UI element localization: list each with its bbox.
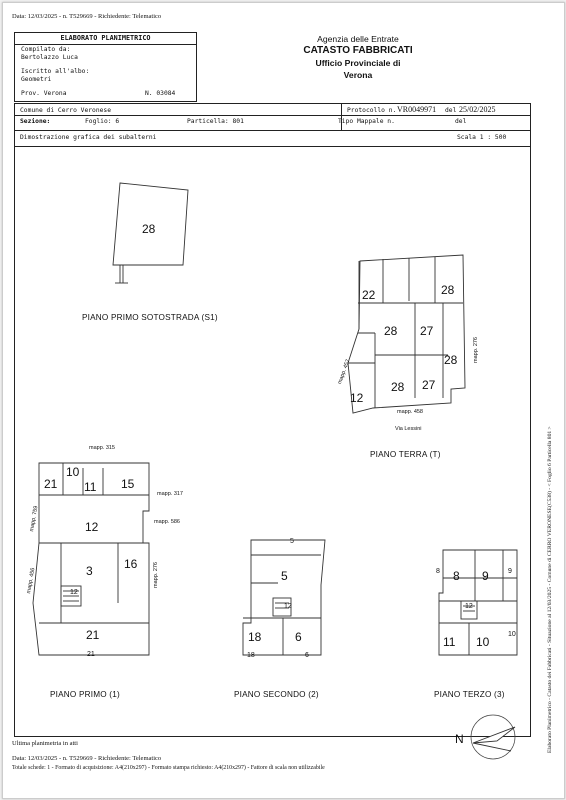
plan-terzo-label-9a: 9 xyxy=(482,569,489,583)
plan-terra-street: Via Lessini xyxy=(395,426,422,432)
plan-primo-mapp-315: mapp. 315 xyxy=(89,445,115,451)
scala: Scala 1 : 500 xyxy=(457,134,507,141)
protocollo-label: Protocollo n. xyxy=(347,107,397,114)
side-text: Elaborato Planimetrico - Catasto dei Fabbricati - Situazione al 12/03/2025 - Comune di CERRO VERONESE(C538) - < Foglio 6 Particella 801 > xyxy=(547,426,553,753)
plan-primo-caption: PIANO PRIMO (1) xyxy=(50,690,120,699)
protocollo-value: VR0049971 xyxy=(397,105,437,114)
plan-primo-label-16: 16 xyxy=(124,557,138,571)
plan-terra-caption: PIANO TERRA (T) xyxy=(370,450,441,459)
plan-secondo-label-5b: 5 xyxy=(281,569,288,583)
plan-terzo-label-8b: 8 xyxy=(453,569,460,583)
footer-ultima: Ultima planimetria in atti xyxy=(12,740,78,747)
agency-line1: Agenzia delle Entrate xyxy=(317,34,399,44)
agency-line4: Verona xyxy=(343,70,373,80)
plan-primo-label-3: 3 xyxy=(86,564,93,578)
plan-primo-mapp-759: mapp. 759 xyxy=(29,505,40,533)
iscritto-value: Geometri xyxy=(21,76,52,83)
plan-terra-mapp-276: mapp. 276 xyxy=(473,337,479,363)
footer-totale: Totale schede: 1 - Formato di acquisizione: A4(210x297) - Formato stampa richiesto: A4(210x297) - Fattore di scala non utilizzabile xyxy=(12,765,325,771)
compilato-label: Compilato da: xyxy=(21,46,71,53)
plan-secondo-label-12: 12 xyxy=(284,603,292,610)
dimostrazione: Dimostrazione grafica dei subalterni xyxy=(20,134,157,141)
plan-primo-label-15: 15 xyxy=(121,477,135,491)
plan-primo-label-11: 11 xyxy=(84,480,97,494)
plan-primo-label-21c: 21 xyxy=(87,651,95,658)
plan-terra-label-28d: 28 xyxy=(391,380,405,394)
iscritto-label: Iscritto all'albo: xyxy=(21,68,90,75)
plan-terra-mapp-458: mapp. 458 xyxy=(397,409,423,415)
plan-secondo-label-6b: 6 xyxy=(305,652,309,659)
protocollo-date: 25/02/2025 xyxy=(459,105,496,114)
plan-secondo-caption: PIANO SECONDO (2) xyxy=(234,690,319,699)
plan-terra-label-28c: 28 xyxy=(444,353,458,367)
plan-primo-label-10: 10 xyxy=(66,465,80,479)
plan-terzo-label-10a: 10 xyxy=(476,635,490,649)
tipo-mappale-label: Tipo Mappale n. xyxy=(338,118,395,125)
plan-secondo-label-18b: 18 xyxy=(247,652,255,659)
plan-primo-label-21b: 21 xyxy=(86,628,100,642)
agency-line2: CATASTO FABBRICATI xyxy=(303,45,413,56)
comune: Comune di Cerro Veronese xyxy=(20,107,111,114)
floor-plans-drawing xyxy=(3,3,564,798)
plan-terzo-label-11: 11 xyxy=(443,635,456,649)
plan-terra-label-27a: 27 xyxy=(420,324,434,338)
particella: Particella: 801 xyxy=(187,118,244,125)
foglio: Foglio: 6 xyxy=(85,118,120,125)
north-label: N xyxy=(455,732,464,746)
plan-terzo-label-12: 12 xyxy=(465,603,473,610)
plan-terzo-caption: PIANO TERZO (3) xyxy=(434,690,505,699)
header-request-info: Data: 12/03/2025 - n. T529669 - Richiedente: Telematico xyxy=(12,13,162,20)
agency-line3: Ufficio Provinciale di xyxy=(315,58,401,68)
plan-terra-label-12: 12 xyxy=(350,391,364,405)
plan-primo-label-21a: 21 xyxy=(44,477,58,491)
prov-label: Prov. Verona xyxy=(21,90,67,97)
plan-secondo-label-18a: 18 xyxy=(248,630,262,644)
elaborato-title: ELABORATO PLANIMETRICO xyxy=(60,34,151,42)
plan-primo-mapp-276: mapp. 276 xyxy=(153,562,159,588)
plan-terra-mapp-457: mapp. 457 xyxy=(337,358,352,386)
compilato-name: Bertolazzo Luca xyxy=(21,54,78,61)
plan-primo-label-12-stair: 12 xyxy=(70,589,78,596)
footer-data: Data: 12/03/2025 - n. T529669 - Richiedente: Telematico xyxy=(12,755,162,762)
plan-primo-label-12: 12 xyxy=(85,520,99,534)
sezione-label: Sezione: xyxy=(20,118,51,125)
plan-terra-label-28a: 28 xyxy=(441,283,455,297)
plan-s1-label: 28 xyxy=(142,222,156,236)
tipo-mappale-del-label: del xyxy=(455,118,467,125)
plan-terzo-label-9b: 9 xyxy=(508,568,512,575)
plan-terra-label-27b: 27 xyxy=(422,378,436,392)
n-label: N. 03084 xyxy=(145,90,176,97)
plan-primo-mapp-586: mapp. 586 xyxy=(154,519,180,525)
plan-terra xyxy=(348,255,465,413)
plan-primo-mapp-317: mapp. 317 xyxy=(157,491,183,497)
plan-primo-mapp-456: mapp. 456 xyxy=(26,567,37,595)
protocollo-del-label: del xyxy=(445,107,457,114)
plan-s1-caption: PIANO PRIMO SOTOSTRADA (S1) xyxy=(82,313,218,322)
plan-terra-label-28b: 28 xyxy=(384,324,398,338)
plan-terzo-label-8a: 8 xyxy=(436,568,440,575)
plan-secondo-label-6a: 6 xyxy=(295,630,302,644)
plan-secondo-label-5a: 5 xyxy=(290,538,294,545)
document-page xyxy=(2,2,565,799)
plan-terra-label-22: 22 xyxy=(362,288,376,302)
plan-terzo-label-10b: 10 xyxy=(508,631,516,638)
north-arrow-icon xyxy=(471,715,515,759)
